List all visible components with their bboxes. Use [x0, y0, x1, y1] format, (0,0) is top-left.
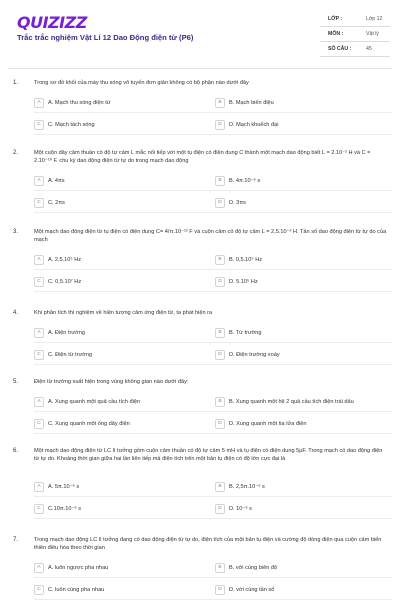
meta-value: Lớp 12	[366, 16, 383, 22]
option-text: B. 2,5π.10⁻⁶ s	[229, 483, 265, 490]
answer-option-c[interactable]	[34, 275, 81, 288]
answer-option-a[interactable]	[34, 96, 111, 109]
question-text: Điện từ trường xuất hiện trong vùng không gian nào dưới đây:	[34, 379, 189, 385]
option-text: A. Mạch thu sóng điện từ	[48, 99, 111, 106]
option-letter-box[interactable]: D	[215, 350, 225, 360]
option-text: A. Xung quanh một quả cầu tích điện	[48, 398, 141, 405]
meta-key: LỚP :	[328, 16, 343, 22]
meta-key: MÔN :	[328, 31, 344, 37]
answer-option-a[interactable]	[34, 326, 85, 339]
answer-option-b[interactable]	[215, 395, 354, 408]
option-text: A. 2,5.10⁵ Hz	[48, 256, 82, 263]
option-letter-box[interactable]: A	[34, 563, 44, 573]
option-row-divider	[34, 291, 392, 292]
option-letter-box[interactable]: D	[215, 120, 225, 130]
option-text: C. 2πs	[48, 199, 65, 206]
option-text: D. 10⁻⁶ s	[229, 505, 252, 512]
option-text: A. Điện trường	[48, 329, 85, 336]
option-text: B. Từ trường	[229, 329, 262, 336]
option-letter-box[interactable]: A	[34, 482, 44, 492]
option-text: B. 0,5.10⁵ Hz	[229, 256, 263, 263]
option-letter-box[interactable]: C	[34, 120, 44, 130]
quizizz-logo: QUIZIZZ	[17, 13, 87, 32]
option-text: A. 5π.10⁻⁶ s	[48, 483, 80, 490]
answer-option-d[interactable]	[215, 348, 280, 361]
option-row-divider	[34, 112, 392, 113]
option-text: C. Xung quanh một ống dây điện	[48, 420, 130, 427]
option-letter-box[interactable]: A	[34, 255, 44, 265]
question-number: 3.	[13, 229, 19, 235]
answer-option-a[interactable]	[34, 174, 65, 187]
option-text: C. Mạch tách sóng	[48, 121, 95, 128]
answer-option-a[interactable]	[34, 561, 108, 574]
answer-option-c[interactable]	[34, 583, 104, 596]
option-row-divider	[34, 342, 392, 343]
option-letter-box[interactable]: B	[215, 98, 225, 108]
option-row-divider	[34, 212, 392, 213]
worksheet-header	[0, 0, 400, 68]
answer-option-d[interactable]	[215, 275, 258, 288]
answer-option-c[interactable]	[34, 417, 130, 430]
option-row-divider	[34, 364, 392, 365]
option-text: D. Xung quanh một tia lửa điện	[229, 420, 307, 427]
option-letter-box[interactable]: C	[34, 277, 44, 287]
option-letter-box[interactable]: A	[34, 397, 44, 407]
answer-option-b[interactable]	[215, 96, 274, 109]
option-letter-box[interactable]: B	[215, 255, 225, 265]
answer-option-c[interactable]	[34, 502, 81, 515]
option-text: D. Mạch khuếch đại	[229, 121, 279, 128]
option-letter-box[interactable]: D	[215, 585, 225, 595]
option-row-divider	[34, 496, 392, 497]
answer-option-d[interactable]	[215, 196, 246, 209]
option-letter-box[interactable]: C	[34, 419, 44, 429]
option-row-divider	[34, 134, 392, 135]
question-text: Trong mạch dao động LC lí tưởng đang có dao động điện từ tự do, điện tích của một bản tụ điện và cường độ dòng điện qua cuộn cảm biến thiên điều hòa theo thời gian	[34, 537, 382, 551]
answer-option-a[interactable]	[34, 395, 140, 408]
question-text: Trong sơ đồ khối của máy thu sóng vô tuyến đơn giản không có bộ phận nào dưới đây	[34, 80, 249, 86]
option-text: C. luôn cùng pha nhau	[48, 586, 105, 593]
option-letter-box[interactable]: C	[34, 350, 44, 360]
answer-option-b[interactable]	[215, 326, 262, 339]
option-letter-box[interactable]: D	[215, 277, 225, 287]
option-letter-box[interactable]: B	[215, 176, 225, 186]
answer-option-b[interactable]	[215, 174, 260, 187]
meta-value: 45	[366, 46, 372, 52]
option-text: C. 0,5.10⁷ Hz	[48, 278, 82, 285]
meta-value: Vật lý	[366, 31, 379, 37]
answer-option-d[interactable]	[215, 583, 274, 596]
question-number: 7.	[13, 537, 19, 543]
meta-row-class	[320, 12, 390, 27]
answer-option-c[interactable]	[34, 118, 95, 131]
worksheet-meta	[320, 12, 390, 57]
option-letter-box[interactable]: A	[34, 176, 44, 186]
option-row-divider	[34, 190, 392, 191]
option-text: D. với cùng tần số	[229, 586, 275, 593]
answer-option-d[interactable]	[215, 417, 306, 430]
question-number: 2.	[13, 150, 19, 156]
option-text: B. với cùng biên độ	[229, 564, 278, 571]
answer-option-c[interactable]	[34, 196, 65, 209]
meta-key: SỐ CÂU :	[328, 46, 352, 52]
option-letter-box[interactable]: C	[34, 585, 44, 595]
option-letter-box[interactable]: C	[34, 198, 44, 208]
answer-option-b[interactable]	[215, 561, 277, 574]
question-text: Khi phân tích thí nghiệm về hiện tượng cảm ứng điện từ, ta phát hiện ra	[34, 310, 213, 316]
question-text: Một mạch dao động điện từ tụ điện có điện dung C= 4/π.10⁻¹² F và cuộn cảm có độ tự cảm L = 2,5.10⁻³ H. Tần số dao động điện từ tự do của mạch	[34, 229, 387, 243]
option-text: D. 5.10⁵ Hz	[229, 278, 258, 285]
option-letter-box[interactable]: A	[34, 328, 44, 338]
option-letter-box[interactable]: C	[34, 504, 44, 514]
option-row-divider	[34, 577, 392, 578]
option-letter-box[interactable]: D	[215, 504, 225, 514]
question-text: Một mạch dao động điện từ LC lí tưởng gồm cuộn cảm thuần có độ tự cảm 5 mH và tụ điện có điện dung 5μF. Trong mạch có dao động điện từ tự do. Khoảng thời gian giữa hai lần liên tiếp mà điện tích trên một bản tụ điện có độ lớn cực đại là	[34, 448, 383, 462]
option-text: B. Xung quanh một hệ 2 quả cầu tích điện trái dấu	[229, 398, 354, 405]
question-number: 5.	[13, 379, 19, 385]
question-text: Một cuộn dây cảm thuần có độ tự cảm L mắc nối tiếp với một tụ điện có điện dung C thành một mạch dao động biết L = 2.10⁻² H và C = 2.10⁻¹⁰ F. chu kỳ dao động điện từ tự do trong mạch dao động	[34, 150, 371, 164]
option-letter-box[interactable]: B	[215, 482, 225, 492]
option-letter-box[interactable]: B	[215, 563, 225, 573]
answer-option-c[interactable]	[34, 348, 92, 361]
option-row-divider	[34, 433, 392, 434]
option-text: C.10π.10⁻⁶ s	[48, 505, 82, 512]
option-letter-box[interactable]: B	[215, 397, 225, 407]
option-text: A. 4πs	[48, 177, 65, 184]
option-letter-box[interactable]: D	[215, 198, 225, 208]
worksheet-title: Trắc trắc nghiệm Vật Lí 12 Dao Động điện từ (P6)	[17, 33, 194, 42]
option-text: D. 3πs	[229, 199, 246, 206]
option-row-divider	[34, 411, 392, 412]
option-text: C. Điện từ trường	[48, 351, 93, 358]
option-letter-box[interactable]: D	[215, 419, 225, 429]
answer-option-b[interactable]	[215, 480, 265, 493]
question-number: 4.	[13, 310, 19, 316]
question-number: 1.	[13, 80, 19, 86]
header-divider	[8, 68, 392, 69]
answer-option-d[interactable]	[215, 118, 278, 131]
option-text: B. Mạch biến điệu	[229, 99, 274, 106]
option-row-divider	[34, 269, 392, 270]
meta-row-subject	[320, 27, 390, 42]
option-text: D. Điện trường xoáy	[229, 351, 280, 358]
answer-option-d[interactable]	[215, 502, 252, 515]
answer-option-a[interactable]	[34, 253, 81, 266]
option-text: B. 4π.10⁻⁶ s	[229, 177, 261, 184]
option-row-divider	[34, 518, 392, 519]
option-letter-box[interactable]: A	[34, 98, 44, 108]
answer-option-a[interactable]	[34, 480, 79, 493]
question-number: 6.	[13, 448, 19, 454]
option-text: A. luôn ngược pha nhau	[48, 564, 109, 571]
meta-row-count	[320, 42, 390, 57]
option-letter-box[interactable]: B	[215, 328, 225, 338]
answer-option-b[interactable]	[215, 253, 262, 266]
